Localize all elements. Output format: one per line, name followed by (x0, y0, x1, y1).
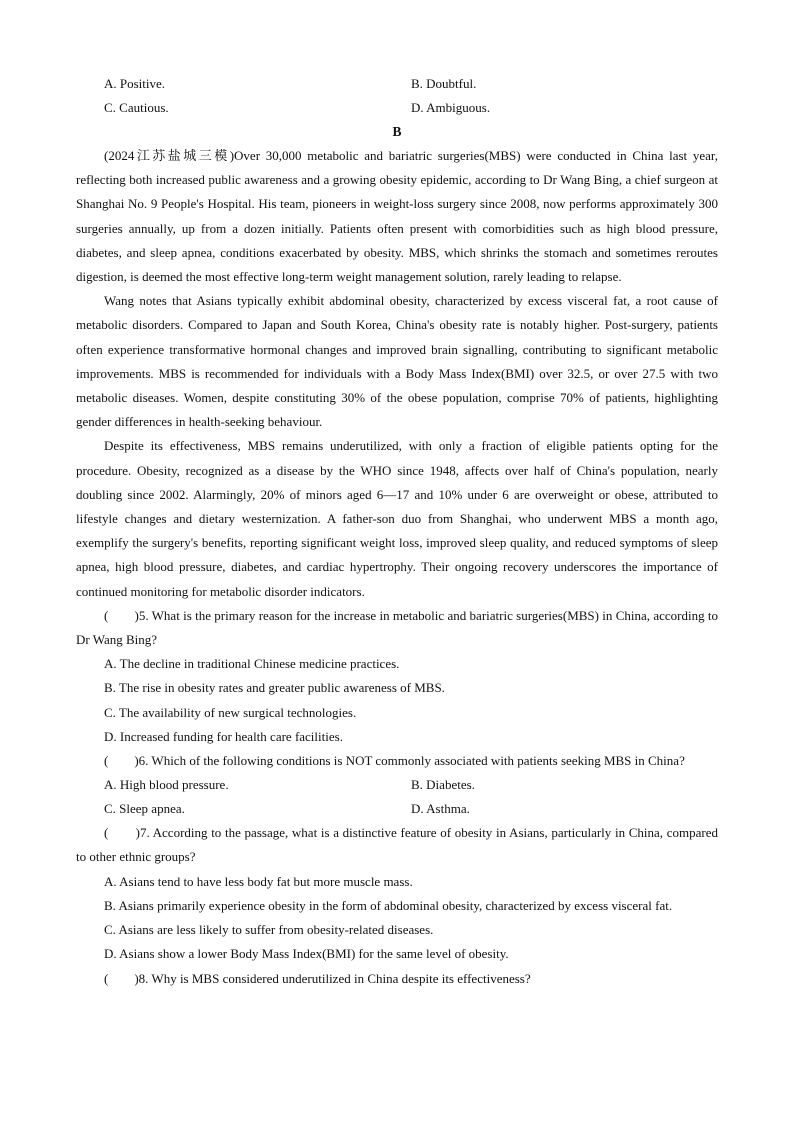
question-5-option-c: C. The availability of new surgical technologies. (104, 704, 357, 720)
question-8-stem: ( )8. Why is MBS considered underutilized in China despite its effectiveness? (104, 970, 531, 986)
question-5-option-b: B. The rise in obesity rates and greater public awareness of MBS. (104, 680, 445, 696)
option-d: D. Ambiguous. (411, 100, 491, 115)
passage-paragraph-2: Wang notes that Asians typically exhibit abdominal obesity, characterized by excess visceral fat, a root cause of metabolic disorders. Compared to Japan and South Korea, China's obesity rate is notably higher. Post-surgery, patients often experience transformative hormonal changes and improved brain signalling, contributing to significant metabolic improvements. MBS is recommended for individuals with a Body Mass Index(BMI) over 32.5, or over 27.5 with two metabolic diseases. Women, despite constituting 30% of the obese population, comprise 70% of patients, highlighting gender differences in health-seeking behaviour. (76, 293, 718, 430)
question-6-option-b: B. Diabetes. (411, 777, 475, 793)
question-7-option-d: D. Asians show a lower Body Mass Index(BMI) for the same level of obesity. (104, 946, 509, 962)
passage-paragraph-1: (2024江苏盐城三模)Over 30,000 metabolic and bariatric surgeries(MBS) were conducted in China last year, reflecting both increased public awareness and a growing obesity epidemic, according to Dr Wang Bing, a chief surgeon at Shanghai No. 9 People's Hospital. His team, pioneers in weight-loss surgery since 2008, now performs approximately 300 surgeries annually, up from a dozen initially. Patients often present with comorbidities such as high blood pressure, diabetes, and sleep apnea, conditions exacerbated by obesity. MBS, which shrinks the stomach and sometimes reroutes digestion, is deemed the most effective long-term weight management solution, rarely leading to relapse. (76, 148, 718, 285)
question-7-option-c: C. Asians are less likely to suffer from obesity-related diseases. (104, 922, 434, 938)
option-b: B. Doubtful. (411, 76, 477, 91)
section-heading: B (392, 124, 402, 139)
question-5-option-d: D. Increased funding for health care facilities. (104, 728, 343, 744)
question-6-stem: ( )6. Which of the following conditions is NOT commonly associated with patients seeking MBS in China? (104, 753, 685, 769)
prev-question-options (76, 72, 718, 120)
document-page (76, 72, 718, 991)
passage-paragraph-3: Despite its effectiveness, MBS remains underutilized, with only a fraction of eligible patients opting for the procedure. Obesity, recognized as a disease by the WHO since 1948, affects over half of China's population, nearly doubling since 2002. Alarmingly, 20% of minors aged 6—17 and 10% under 6 are overweight or obese, attributed to lifestyle changes and dietary westernization. A father-son duo from Shanghai, who underwent MBS a month ago, exemplify the surgery's benefits, reporting significant weight loss, improved sleep quality, and reduced symptoms of sleep apnea, high blood pressure, diabetes, and cardiac hypertrophy. Their ongoing recovery underscores the importance of continued monitoring for metabolic disorder indicators. (76, 438, 718, 599)
option-c: C. Cautious. (104, 100, 169, 115)
question-6-options (76, 773, 718, 821)
question-5-option-a: A. The decline in traditional Chinese medicine practices. (104, 656, 400, 672)
question-6-option-c: C. Sleep apnea. (104, 801, 185, 817)
question-7-option-a: A. Asians tend to have less body fat but more muscle mass. (104, 873, 413, 889)
question-7-option-b: B. Asians primarily experience obesity in the form of abdominal obesity, characterized by excess visceral fat. (104, 897, 673, 913)
question-6-option-d: D. Asthma. (411, 801, 470, 817)
question-6-option-a: A. High blood pressure. (104, 777, 229, 793)
question-5-stem: ( )5. What is the primary reason for the increase in metabolic and bariatric surgeries(MBS) in China, according to Dr Wang Bing? (76, 607, 718, 648)
question-7-stem: ( )7. According to the passage, what is a distinctive feature of obesity in Asians, particularly in China, compared to other ethnic groups? (76, 825, 718, 865)
option-a: A. Positive. (104, 76, 166, 91)
